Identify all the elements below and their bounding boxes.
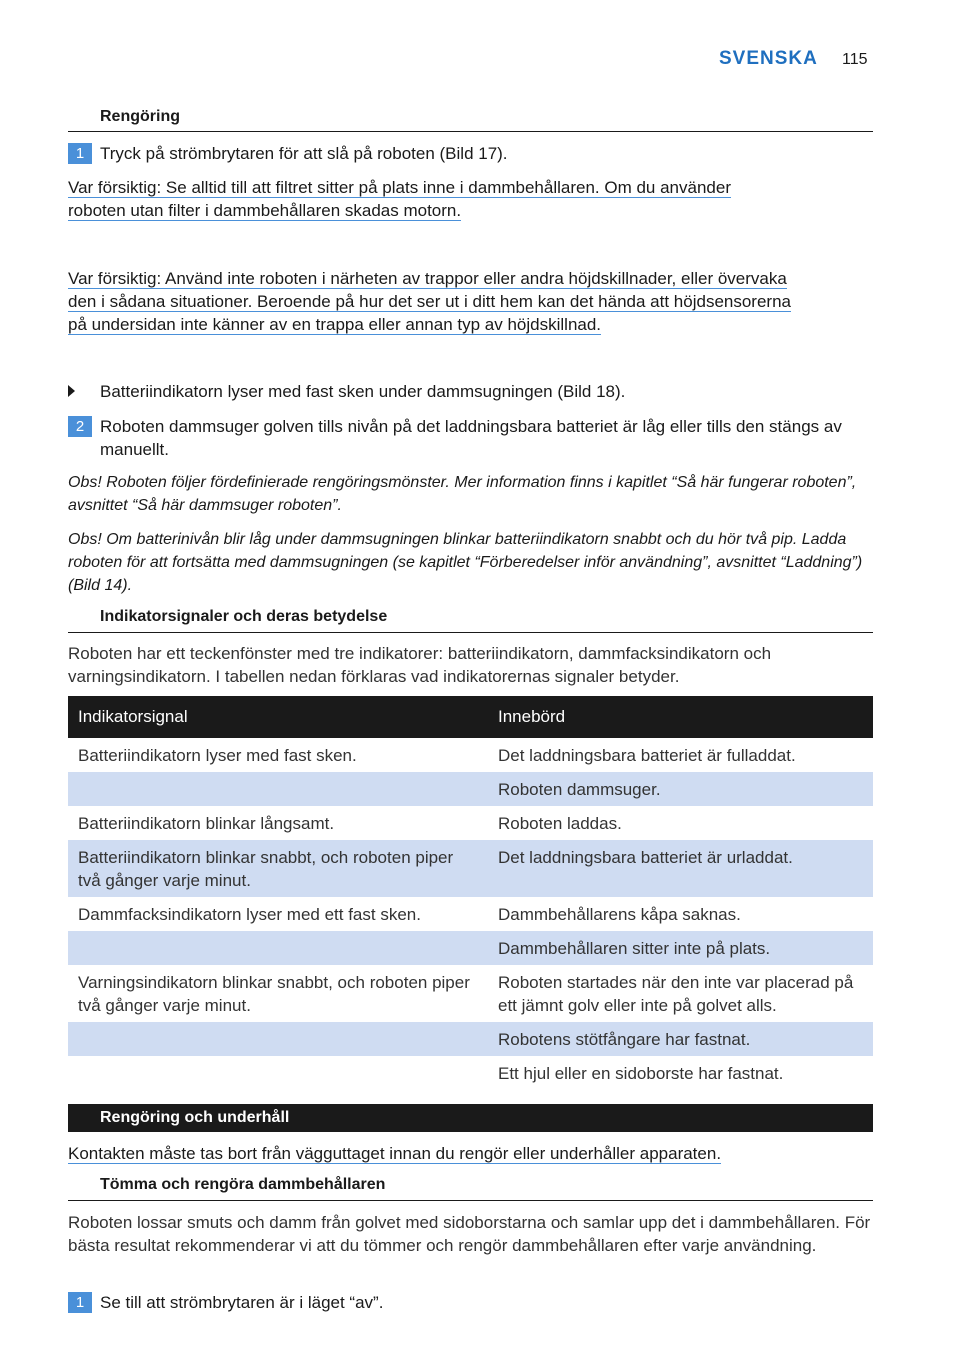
table-cell <box>68 1022 488 1056</box>
empty-bin-intro: Roboten lossar smuts och damm från golvet med sidoborstarna och samlar upp det i dammbehållaren. För bästa resultat rekommenderar vi att du tömmer och rengör dammbehållaren efter varje användning. <box>68 1213 871 1255</box>
table-cell: Det laddningsbara batteriet är fulladdat. <box>498 746 796 765</box>
caution-line: på undersidan inte känner av en trappa eller annan typ av höjdskillnad. <box>68 315 602 334</box>
table-cell: Roboten dammsuger. <box>488 772 873 806</box>
table-cell: Batteriindikatorn blinkar snabbt, och roboten piper två gånger varje minut. <box>68 840 488 897</box>
page-number: 115 <box>842 51 868 68</box>
table-cell: Batteriindikatorn blinkar långsamt. <box>78 814 335 833</box>
bullet-item <box>68 380 873 403</box>
bullet-arrow-icon <box>68 385 75 397</box>
table-cell: Varningsindikatorn blinkar snabbt, och roboten piper två gånger varje minut. <box>78 973 470 1015</box>
note-cleaning-pattern: Obs! Roboten följer fördefinierade rengöringsmönster. Mer information finns i kapitlet “Så här fungerar roboten”, avsnittet “Så här dammsuger roboten”. <box>68 474 857 514</box>
bullet-text: Batteriindikatorn lyser med fast sken under dammsugningen (Bild 18). <box>100 382 626 401</box>
section-heading-indicators: Indikatorsignaler och deras betydelse <box>68 608 873 633</box>
step-1 <box>68 142 873 165</box>
table-cell: Robotens stötfångare har fastnat. <box>488 1022 873 1056</box>
table-row <box>68 738 873 772</box>
table-row <box>68 965 873 1022</box>
table-cell <box>68 931 488 965</box>
step-text: Roboten dammsuger golven tills nivån på det laddningsbara batteriet är låg eller tills den stängs av manuellt. <box>100 417 842 459</box>
indicator-table <box>68 696 873 1090</box>
section-heading-rengoring: Rengöring <box>68 108 873 132</box>
section-heading-empty-bin: Tömma och rengöra dammbehållaren <box>68 1176 873 1201</box>
table-row <box>68 840 873 897</box>
indicators-intro: Roboten har ett teckenfönster med tre indikatorer: batteriindikatorn, dammfacksindikatorn och varningsindikatorn. I tabellen nedan förklaras vad indikatorernas signaler betyder. <box>68 644 772 686</box>
step-number: 1 <box>68 1292 92 1313</box>
table-cell: Roboten startades när den inte var placerad på ett jämnt golv eller inte på golvet alls. <box>498 973 854 1015</box>
section-heading-maintenance: Rengöring och underhåll <box>68 1104 873 1132</box>
caution-line: Kontakten måste tas bort från vägguttaget innan du rengör eller underhåller apparaten. <box>68 1144 722 1163</box>
step-2 <box>68 415 873 461</box>
table-cell: Dammbehållaren sitter inte på plats. <box>488 931 873 965</box>
note-low-battery: Obs! Om batterinivån blir låg under dammsugningen blinkar batteriindikatorn snabbt och du hör två pip. Ladda roboten för att fortsätta med dammsugningen (se kapitlet “Förberedelser inför användning”, avsnittet “Laddning”) (Bild 14). <box>68 531 863 594</box>
caution-stairs <box>68 267 873 336</box>
table-cell: Dammbehållarens kåpa saknas. <box>498 905 741 924</box>
step-text: Tryck på strömbrytaren för att slå på roboten (Bild 17). <box>100 144 508 163</box>
caution-filter <box>68 176 873 222</box>
table-row <box>68 806 873 840</box>
table-row <box>68 772 873 806</box>
table-header-signal: Indikatorsignal <box>68 696 488 738</box>
table-cell: Det laddningsbara batteriet är urladdat. <box>488 840 873 897</box>
table-cell: Roboten laddas. <box>498 814 622 833</box>
table-header-meaning: Innebörd <box>488 696 873 738</box>
caution-unplug <box>68 1142 873 1165</box>
step-number: 1 <box>68 143 92 164</box>
table-row <box>68 1022 873 1056</box>
step-number: 2 <box>68 416 92 437</box>
table-cell: Dammfacksindikatorn lyser med ett fast sken. <box>78 905 421 924</box>
step-1-empty <box>68 1291 873 1314</box>
table-cell <box>68 772 488 806</box>
caution-line: Var försiktig: Använd inte roboten i närheten av trappor eller andra höjdskillnader, eller övervaka <box>68 269 787 288</box>
caution-line: roboten utan filter i dammbehållaren skadas motorn. <box>68 201 462 220</box>
language-label: SVENSKA <box>719 48 818 69</box>
table-cell: Ett hjul eller en sidoborste har fastnat. <box>498 1064 784 1083</box>
table-cell: Batteriindikatorn lyser med fast sken. <box>78 746 357 765</box>
caution-line: den i sådana situationer. Beroende på hur det ser ut i ditt hem kan det hända att höjdsensorerna <box>68 292 791 311</box>
table-cell <box>68 1056 488 1090</box>
table-row <box>68 897 873 931</box>
caution-line: Var försiktig: Se alltid till att filtret sitter på plats inne i dammbehållaren. Om du använder <box>68 178 731 197</box>
table-header-row <box>68 696 873 738</box>
table-row <box>68 1056 873 1090</box>
step-text: Se till att strömbrytaren är i läget “av”. <box>100 1293 384 1312</box>
table-row <box>68 931 873 965</box>
